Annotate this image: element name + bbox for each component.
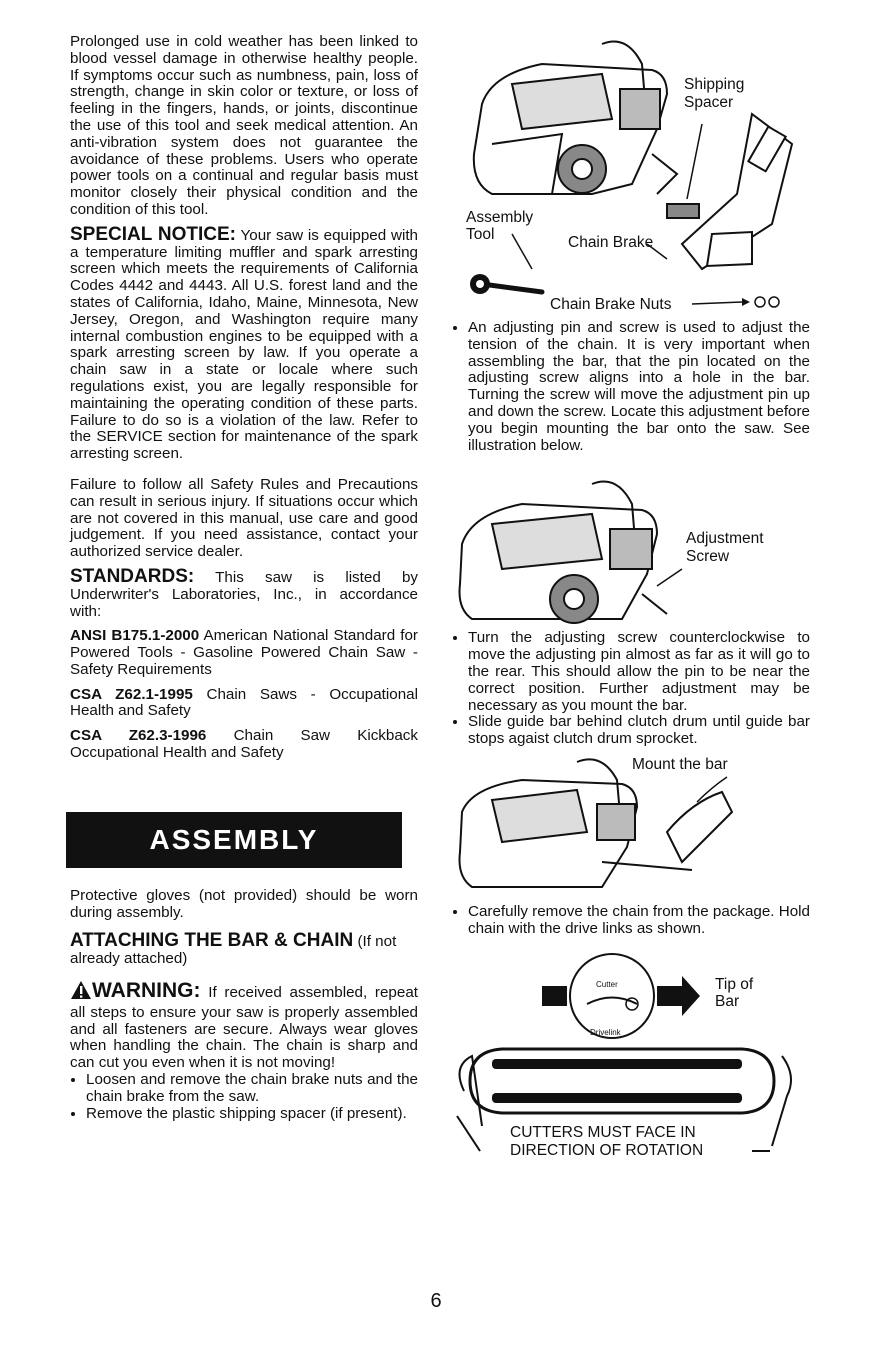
warning-heading: WARNING: bbox=[92, 979, 201, 1003]
page-number: 6 bbox=[430, 1290, 442, 1312]
standard-csa-1-text: Chain Saws - Occupational Health and Safety bbox=[70, 685, 418, 720]
standards-heading: STANDARDS: bbox=[70, 565, 195, 587]
figure-chain-direction bbox=[452, 946, 810, 1166]
label-spacer: Spacer bbox=[684, 94, 734, 111]
standard-csa-1-code: CSA Z62.1-1995 bbox=[70, 685, 193, 703]
label-cutter: Cutter bbox=[596, 979, 618, 989]
special-notice-text: Your saw is equipped with a temperature limiting muffler and spark arresting screen which meets the requirements of California Codes 4442 and 4443. All U.S. forest land and the states of California, Idaho, Maine, Minnesota, New Jersey, Oregon, and Washington require many internal combustion engines to be equipped with a spark arresting screen by law. If you operate a chain saw in a state or locale where such regulations exist, you are legally responsible for maintaining the operating condition of these parts. Failure to do so is a violation of the law. Refer to the SERVICE section for maintenance of the spark arresting screen. bbox=[70, 226, 418, 463]
chain-bullet-list bbox=[452, 904, 810, 938]
adjust-bullet-list bbox=[452, 320, 810, 454]
left-bullet-list bbox=[70, 1072, 418, 1122]
label-shipping: Shipping bbox=[684, 76, 745, 93]
list-item: • An adjusting pin and screw is used to adjust the tension of the chain. It is very important when assembling the bar, that the pin located on the adjusting screw aligns into a hole in the bar. Turning the screw will move the adjustment pin up and down the screw. Locate this adjustment before you begin mounting the bar onto the saw. See illustration below. bbox=[468, 320, 810, 454]
standard-csa-2-code: CSA Z62.3-1996 bbox=[70, 727, 207, 745]
label-tip-of: Tip of bbox=[715, 975, 754, 993]
attach-heading: ATTACHING THE BAR & CHAIN bbox=[70, 930, 354, 952]
chainsaw-illustration-2 bbox=[452, 474, 810, 624]
turn-bullet-list bbox=[452, 630, 810, 748]
label-chain-brake: Chain Brake bbox=[568, 234, 654, 251]
right-column bbox=[452, 34, 810, 1166]
warning-triangle-icon bbox=[70, 980, 92, 1005]
standard-ansi-text: American National Standard for Powered Tools - Gasoline Powered Chain Saw - Safety Requirements bbox=[70, 627, 418, 678]
label-screw: Screw bbox=[686, 548, 730, 566]
assembly-banner: ASSEMBLY bbox=[66, 812, 402, 868]
list-item: • Carefully remove the chain from the package. Hold chain with the drive links as shown. bbox=[468, 904, 810, 938]
gloves-paragraph: Protective gloves (not provided) should be worn during assembly. bbox=[70, 886, 418, 921]
chainsaw-illustration-1 bbox=[452, 34, 810, 316]
standard-csa-2-text: Chain Saw Kickback Occupational Health and Safety bbox=[70, 727, 418, 762]
standards-paragraph bbox=[70, 565, 418, 620]
label-mount-the-bar: Mount the bar bbox=[632, 755, 728, 773]
list-item: • Remove the plastic shipping spacer (if present). bbox=[86, 1106, 418, 1123]
chainsaw-illustration-3 bbox=[452, 752, 810, 892]
special-notice-paragraph bbox=[70, 223, 418, 463]
cold-weather-paragraph: Prolonged use in cold weather has been linked to blood vessel damage in otherwise healthy people. If symptoms occur such as numbness, pain, loss of strength, change in skin color or texture, or loss of feeling in the fingers, hands, or joints, discontinue the use of this tool and seek medical attention. An anti-vibration system does not guarantee the avoidance of these problems. Users who operate power tools on a continual and regular basis must monitor closely their physical condition and the condition of this tool. bbox=[70, 33, 418, 218]
list-item: • Slide guide bar behind clutch drum until guide bar stops agaist clutch drum sprocket. bbox=[468, 714, 810, 748]
warning-paragraph bbox=[70, 980, 418, 1072]
standards-text: This saw is listed by Underwriter's Laboratories, Inc., in accordance with: bbox=[70, 568, 418, 620]
figure-adjustment-screw bbox=[452, 474, 810, 624]
figure-chain-brake-removal bbox=[452, 34, 810, 316]
label-cutters-face: CUTTERS MUST FACE IN bbox=[510, 1123, 696, 1141]
label-adjustment: Adjustment bbox=[686, 530, 764, 548]
list-item: • Loosen and remove the chain brake nuts and the chain brake from the saw. bbox=[86, 1072, 418, 1106]
standard-csa-2 bbox=[70, 728, 418, 762]
label-assembly: Assembly bbox=[466, 209, 534, 226]
warning-text: If received assembled, repeat all steps to ensure your saw is properly assembled and all fasteners are secure. Always wear gloves when handling the chain. The chain is sharp and can cut you even when it is not moving! bbox=[70, 984, 418, 1072]
figure-mount-bar bbox=[452, 752, 810, 892]
label-tool: Tool bbox=[466, 226, 495, 243]
failure-paragraph: Failure to follow all Safety Rules and Precautions can result in serious injury. If situations occur which are not covered in this manual, use care and good judgement. If you need assistance, contact your authorized service dealer. bbox=[70, 475, 418, 561]
standard-csa-1 bbox=[70, 687, 418, 721]
left-column bbox=[70, 34, 418, 1122]
standard-ansi-code: ANSI B175.1-2000 bbox=[70, 627, 200, 645]
label-drivelink: Drivelink bbox=[590, 1027, 621, 1037]
special-notice-heading: SPECIAL NOTICE: bbox=[70, 223, 236, 245]
attach-subheading: (If not already attached) bbox=[70, 933, 397, 968]
standard-ansi bbox=[70, 628, 418, 678]
attach-paragraph bbox=[70, 930, 418, 968]
list-item: • Turn the adjusting screw counterclockwise to move the adjusting pin almost as far as it will go to the rear. This should allow the pin to be near the correct position. Further adjustment may be necessary as you mount the bar. bbox=[468, 630, 810, 714]
label-direction-of-rotation: DIRECTION OF ROTATION bbox=[510, 1141, 704, 1159]
label-bar: Bar bbox=[715, 992, 740, 1010]
label-chain-brake-nuts: Chain Brake Nuts bbox=[550, 296, 672, 313]
